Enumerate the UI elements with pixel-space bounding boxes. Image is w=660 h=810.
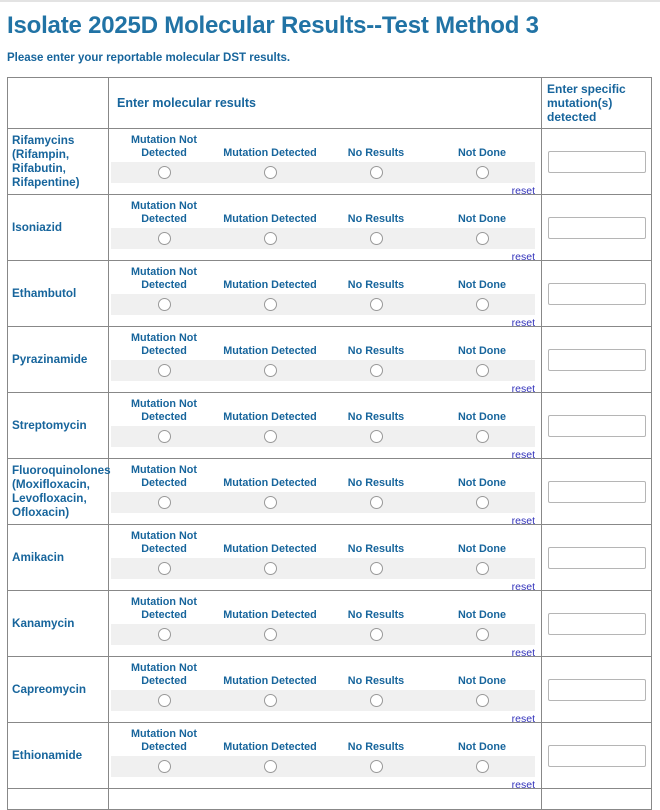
- drug-name: Pyrazinamide: [8, 327, 109, 392]
- option-labels-row: [111, 464, 535, 491]
- reset-link[interactable]: reset: [511, 383, 535, 395]
- mutation-not-detected-radio[interactable]: [158, 496, 171, 509]
- option-labels-row: [111, 530, 535, 557]
- mutation-detected-label: Mutation Detected: [223, 344, 317, 357]
- drug-name: Ethambutol: [8, 261, 109, 326]
- mutation-input[interactable]: [548, 415, 646, 437]
- mutation-not-detected-radio[interactable]: [158, 628, 171, 641]
- no-results-label: No Results: [347, 476, 405, 489]
- results-cell: [109, 459, 542, 527]
- reset-link[interactable]: reset: [511, 317, 535, 329]
- no-results-radio[interactable]: [370, 562, 383, 575]
- mutation-detected-radio[interactable]: [264, 628, 277, 641]
- not-done-label: Not Done: [458, 344, 506, 357]
- mutation-input[interactable]: [548, 679, 646, 701]
- not-done-radio[interactable]: [476, 364, 489, 377]
- mutation-detected-label: Mutation Detected: [223, 476, 317, 489]
- drug-name: Fluoroquinolones (Moxifloxacin, Levofloxacin, Ofloxacin): [8, 459, 109, 524]
- mutation-input[interactable]: [548, 547, 646, 569]
- mutation-not-detected-radio[interactable]: [158, 430, 171, 443]
- mutation-input-cell: [542, 723, 651, 788]
- reset-link[interactable]: reset: [511, 581, 535, 593]
- mutation-detected-label: Mutation Detected: [223, 146, 317, 159]
- not-done-label: Not Done: [458, 476, 506, 489]
- drug-row: [8, 723, 651, 789]
- mutation-not-detected-label: Mutation Not Detected: [131, 596, 197, 621]
- mutation-input[interactable]: [548, 349, 646, 371]
- option-labels-row: [111, 662, 535, 689]
- mutation-detected-radio[interactable]: [264, 496, 277, 509]
- results-cell: [109, 261, 542, 329]
- results-cell: [109, 393, 542, 461]
- no-results-radio[interactable]: [370, 694, 383, 707]
- reset-link[interactable]: reset: [511, 779, 535, 791]
- results-cell: [109, 591, 542, 659]
- no-results-radio[interactable]: [370, 364, 383, 377]
- radio-strip: [111, 558, 535, 579]
- mutation-column-header-label: Enter specific mutation(s) detected: [547, 82, 626, 124]
- no-results-radio[interactable]: [370, 430, 383, 443]
- no-results-radio[interactable]: [370, 628, 383, 641]
- mutation-not-detected-label: Mutation Not Detected: [131, 200, 197, 225]
- mutation-input[interactable]: [548, 745, 646, 767]
- drug-row: [8, 393, 651, 459]
- radio-strip: [111, 360, 535, 381]
- not-done-label: Not Done: [458, 212, 506, 225]
- mutation-detected-radio[interactable]: [264, 298, 277, 311]
- not-done-radio[interactable]: [476, 628, 489, 641]
- mutation-input[interactable]: [548, 283, 646, 305]
- drug-row: [8, 261, 651, 327]
- radio-strip: [111, 624, 535, 645]
- no-results-label: No Results: [347, 146, 405, 159]
- mutation-input[interactable]: [548, 151, 646, 173]
- not-done-radio[interactable]: [476, 562, 489, 575]
- mutation-not-detected-radio[interactable]: [158, 694, 171, 707]
- reset-link[interactable]: reset: [511, 713, 535, 725]
- results-cell: [109, 195, 542, 263]
- no-results-label: No Results: [347, 608, 405, 621]
- not-done-radio[interactable]: [476, 496, 489, 509]
- drug-row: [8, 129, 651, 195]
- mutation-not-detected-radio[interactable]: [158, 232, 171, 245]
- option-labels-row: [111, 398, 535, 425]
- mutation-input[interactable]: [548, 217, 646, 239]
- mutation-detected-radio[interactable]: [264, 760, 277, 773]
- radio-strip: [111, 690, 535, 711]
- page: [0, 2, 660, 810]
- not-done-label: Not Done: [458, 278, 506, 291]
- mutation-detected-label: Mutation Detected: [223, 278, 317, 291]
- mutation-detected-label: Mutation Detected: [223, 674, 317, 687]
- no-results-radio[interactable]: [370, 760, 383, 773]
- results-column-header: [109, 78, 542, 128]
- radio-strip: [111, 162, 535, 183]
- instructions-text: Please enter your reportable molecular DST results.: [7, 52, 291, 64]
- not-done-radio[interactable]: [476, 430, 489, 443]
- option-labels-row: [111, 134, 535, 161]
- mutation-not-detected-label: Mutation Not Detected: [131, 530, 197, 555]
- radio-strip: [111, 228, 535, 249]
- mutation-detected-radio[interactable]: [264, 232, 277, 245]
- mutation-not-detected-radio[interactable]: [158, 166, 171, 179]
- option-labels-row: [111, 200, 535, 227]
- no-results-label: No Results: [347, 674, 405, 687]
- no-results-label: No Results: [347, 410, 405, 423]
- reset-link[interactable]: reset: [511, 185, 535, 197]
- no-results-radio[interactable]: [370, 298, 383, 311]
- page-title: Isolate 2025D Molecular Results--Test Method 3: [7, 12, 539, 39]
- mutation-input-cell: [542, 525, 651, 590]
- option-labels-row: [111, 596, 535, 623]
- mutation-not-detected-radio[interactable]: [158, 760, 171, 773]
- mutation-column-header: [542, 78, 651, 128]
- drug-name: Isoniazid: [8, 195, 109, 260]
- mutation-not-detected-radio[interactable]: [158, 364, 171, 377]
- results-cell: [109, 723, 542, 791]
- radio-strip: [111, 426, 535, 447]
- not-done-label: Not Done: [458, 740, 506, 753]
- no-results-radio[interactable]: [370, 496, 383, 509]
- mutation-not-detected-label: Mutation Not Detected: [131, 332, 197, 357]
- table-body: [8, 129, 651, 789]
- drug-name: Streptomycin: [8, 393, 109, 458]
- not-done-radio[interactable]: [476, 760, 489, 773]
- no-results-radio[interactable]: [370, 232, 383, 245]
- mutation-not-detected-label: Mutation Not Detected: [131, 464, 197, 489]
- not-done-label: Not Done: [458, 146, 506, 159]
- reset-link[interactable]: reset: [511, 647, 535, 659]
- mutation-not-detected-label: Mutation Not Detected: [131, 266, 197, 291]
- drug-name: Amikacin: [8, 525, 109, 590]
- drug-column-header-empty: [8, 78, 109, 128]
- no-results-label: No Results: [347, 278, 405, 291]
- not-done-label: Not Done: [458, 410, 506, 423]
- reset-link[interactable]: reset: [511, 449, 535, 461]
- mutation-detected-label: Mutation Detected: [223, 542, 317, 555]
- drug-name: Capreomycin: [8, 657, 109, 722]
- drug-row: [8, 459, 651, 525]
- option-labels-row: [111, 332, 535, 359]
- results-cell: [109, 129, 542, 197]
- drug-row: [8, 195, 651, 261]
- mutation-not-detected-radio[interactable]: [158, 562, 171, 575]
- not-done-label: Not Done: [458, 608, 506, 621]
- not-done-radio[interactable]: [476, 694, 489, 707]
- drug-name: Kanamycin: [8, 591, 109, 656]
- mutation-not-detected-label: Mutation Not Detected: [131, 728, 197, 753]
- molecular-results-table: [7, 77, 652, 810]
- drug-row: [8, 327, 651, 393]
- option-labels-row: [111, 728, 535, 755]
- mutation-input-cell: [542, 261, 651, 326]
- mutation-input-cell: [542, 195, 651, 260]
- mutation-not-detected-radio[interactable]: [158, 298, 171, 311]
- not-done-radio[interactable]: [476, 298, 489, 311]
- not-done-label: Not Done: [458, 674, 506, 687]
- radio-strip: [111, 492, 535, 513]
- mutation-input-cell: [542, 393, 651, 458]
- drug-name: Ethionamide: [8, 723, 109, 788]
- no-results-label: No Results: [347, 344, 405, 357]
- not-done-radio[interactable]: [476, 232, 489, 245]
- no-results-label: No Results: [347, 212, 405, 225]
- mutation-detected-radio[interactable]: [264, 364, 277, 377]
- mutation-input[interactable]: [548, 613, 646, 635]
- mutation-input[interactable]: [548, 481, 646, 503]
- mutation-detected-label: Mutation Detected: [223, 212, 317, 225]
- table-row-partial: [8, 789, 651, 809]
- mutation-not-detected-label: Mutation Not Detected: [131, 662, 197, 687]
- mutation-detected-label: Mutation Detected: [223, 740, 317, 753]
- reset-link[interactable]: reset: [511, 515, 535, 527]
- radio-strip: [111, 756, 535, 777]
- results-column-header-label: Enter molecular results: [117, 96, 256, 110]
- mutation-not-detected-label: Mutation Not Detected: [131, 398, 197, 423]
- mutation-detected-radio[interactable]: [264, 694, 277, 707]
- radio-strip: [111, 294, 535, 315]
- no-results-label: No Results: [347, 740, 405, 753]
- no-results-label: No Results: [347, 542, 405, 555]
- not-done-radio[interactable]: [476, 166, 489, 179]
- no-results-radio[interactable]: [370, 166, 383, 179]
- reset-link[interactable]: reset: [511, 251, 535, 263]
- mutation-detected-label: Mutation Detected: [223, 410, 317, 423]
- results-cell: [109, 327, 542, 395]
- drug-name: Rifamycins (Rifampin, Rifabutin, Rifapentine): [8, 129, 109, 194]
- mutation-input-cell: [542, 129, 651, 194]
- drug-row: [8, 591, 651, 657]
- mutation-detected-radio[interactable]: [264, 562, 277, 575]
- mutation-input-cell: [542, 459, 651, 524]
- mutation-input-cell: [542, 657, 651, 722]
- mutation-not-detected-label: Mutation Not Detected: [131, 134, 197, 159]
- mutation-detected-radio[interactable]: [264, 166, 277, 179]
- mutation-detected-radio[interactable]: [264, 430, 277, 443]
- table-header-row: [8, 78, 651, 129]
- drug-row: [8, 657, 651, 723]
- mutation-input-cell: [542, 327, 651, 392]
- mutation-input-cell: [542, 591, 651, 656]
- results-cell: [109, 525, 542, 593]
- not-done-label: Not Done: [458, 542, 506, 555]
- mutation-detected-label: Mutation Detected: [223, 608, 317, 621]
- drug-row: [8, 525, 651, 591]
- results-cell: [109, 657, 542, 725]
- option-labels-row: [111, 266, 535, 293]
